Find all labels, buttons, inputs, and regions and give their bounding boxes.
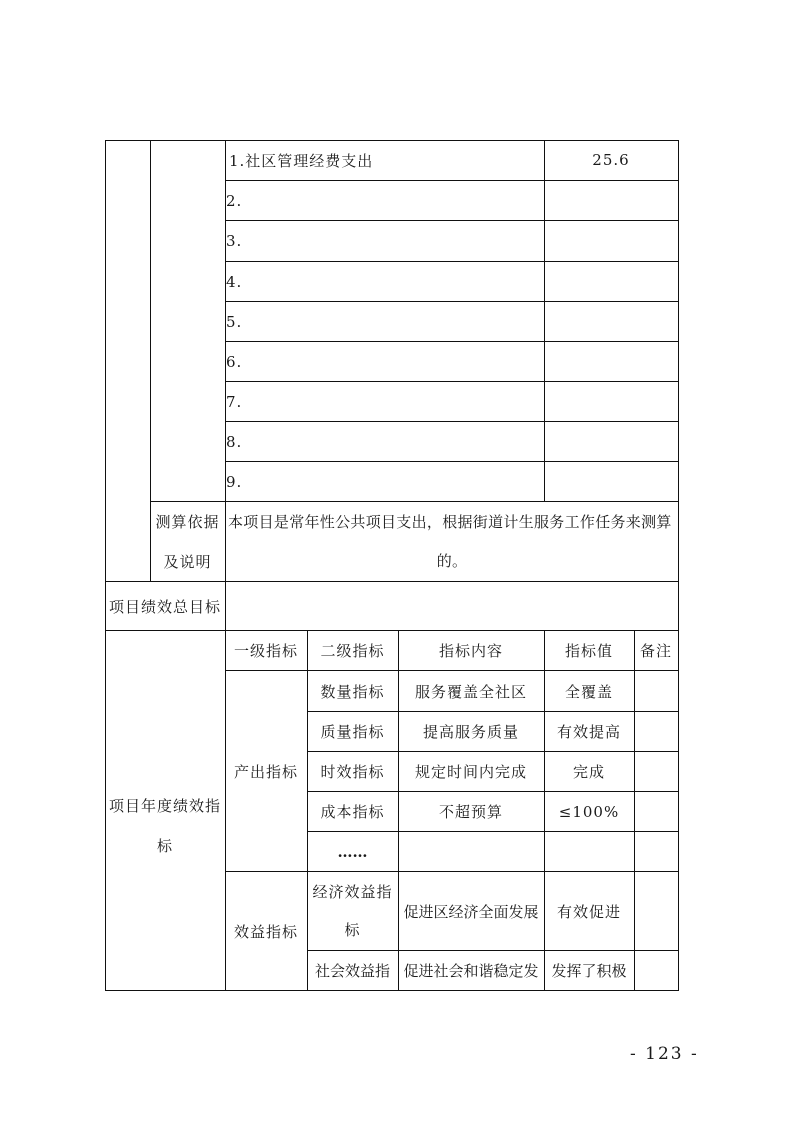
budget-item-amount (544, 262, 678, 302)
output-value (544, 832, 634, 871)
budget-item-label: 8. (226, 433, 243, 451)
budget-item-amount: 25.6 (592, 151, 630, 169)
benefit-indicator-label: 效益指标 (233, 922, 298, 941)
output-level2: 数量指标 (320, 682, 385, 701)
benefit-content: 促进社会和谐稳定发 (403, 962, 539, 980)
annual-indicators-label-line2: 标 (156, 836, 173, 855)
annual-indicators-label-line1: 项目年度绩效指 (108, 796, 221, 815)
benefit-value: 发挥了积极 (551, 962, 627, 980)
header-value: 指标值 (564, 642, 613, 660)
calc-basis-label-line1: 测算依据 (155, 512, 220, 531)
budget-item-label: 6. (226, 353, 243, 371)
header-level2: 二级指标 (320, 642, 385, 660)
budget-item-label: 2. (226, 192, 243, 210)
header-note: 备注 (639, 642, 672, 660)
output-level2: 质量指标 (320, 723, 385, 741)
page-number: - 123 - (630, 1044, 699, 1064)
output-content: 不超预算 (438, 803, 503, 821)
col-divider (634, 630, 635, 991)
output-value: 全覆盖 (564, 682, 613, 701)
table-border-right (678, 140, 679, 991)
budget-item-amount (544, 462, 678, 502)
budget-item-label: 5. (226, 313, 243, 331)
calc-basis-label-line2: 及说明 (163, 552, 212, 571)
output-value: ≤100% (558, 802, 620, 821)
output-value: 完成 (572, 763, 605, 781)
benefit-value: 有效促进 (556, 902, 621, 921)
overall-goal-label: 项目绩效总目标 (108, 597, 221, 616)
benefit-level2-line1: 经济效益指 (312, 883, 393, 901)
budget-item-amount (544, 221, 678, 261)
benefit-level2-line2: 标 (344, 921, 361, 939)
output-content (398, 832, 544, 871)
annual-indicators-label (105, 631, 225, 990)
output-content: 服务覆盖全社区 (414, 682, 527, 701)
calc-basis-label (150, 502, 225, 581)
table-border-bottom (105, 990, 679, 991)
budget-item-amount (544, 302, 678, 342)
budget-item-label: 1.社区管理经费支出 (229, 151, 374, 170)
benefit-level2: 社会效益指 (314, 962, 390, 980)
budget-item-amount (544, 181, 678, 221)
calc-basis-text-line1: 本项目是常年性公共项目支出，根据街道计生服务工作任务来测算 (228, 513, 672, 531)
budget-item-amount (544, 342, 678, 382)
budget-item-label: 4. (226, 273, 243, 291)
calc-basis-text-line2: 的。 (436, 552, 468, 570)
header-level1: 一级指标 (233, 642, 298, 660)
benefit-level2 (307, 872, 398, 950)
budget-item-label: 9. (226, 473, 243, 491)
budget-item-amount (544, 422, 678, 462)
output-level2: 成本指标 (320, 803, 385, 821)
output-content: 规定时间内完成 (414, 763, 527, 781)
output-level2: 时效指标 (320, 763, 385, 781)
overall-goal-value (226, 582, 678, 630)
output-content: 提高服务质量 (422, 723, 519, 741)
budget-item-label: 7. (226, 393, 243, 411)
output-indicator-label: 产出指标 (233, 762, 298, 781)
benefit-content: 促进区经济全面发展 (403, 902, 539, 921)
output-value: 有效提高 (556, 723, 621, 741)
calc-basis-text (226, 502, 678, 581)
header-content: 指标内容 (438, 642, 503, 660)
budget-item-amount (544, 382, 678, 422)
output-level2: …… (337, 842, 368, 861)
budget-item-label: 3. (226, 232, 243, 250)
